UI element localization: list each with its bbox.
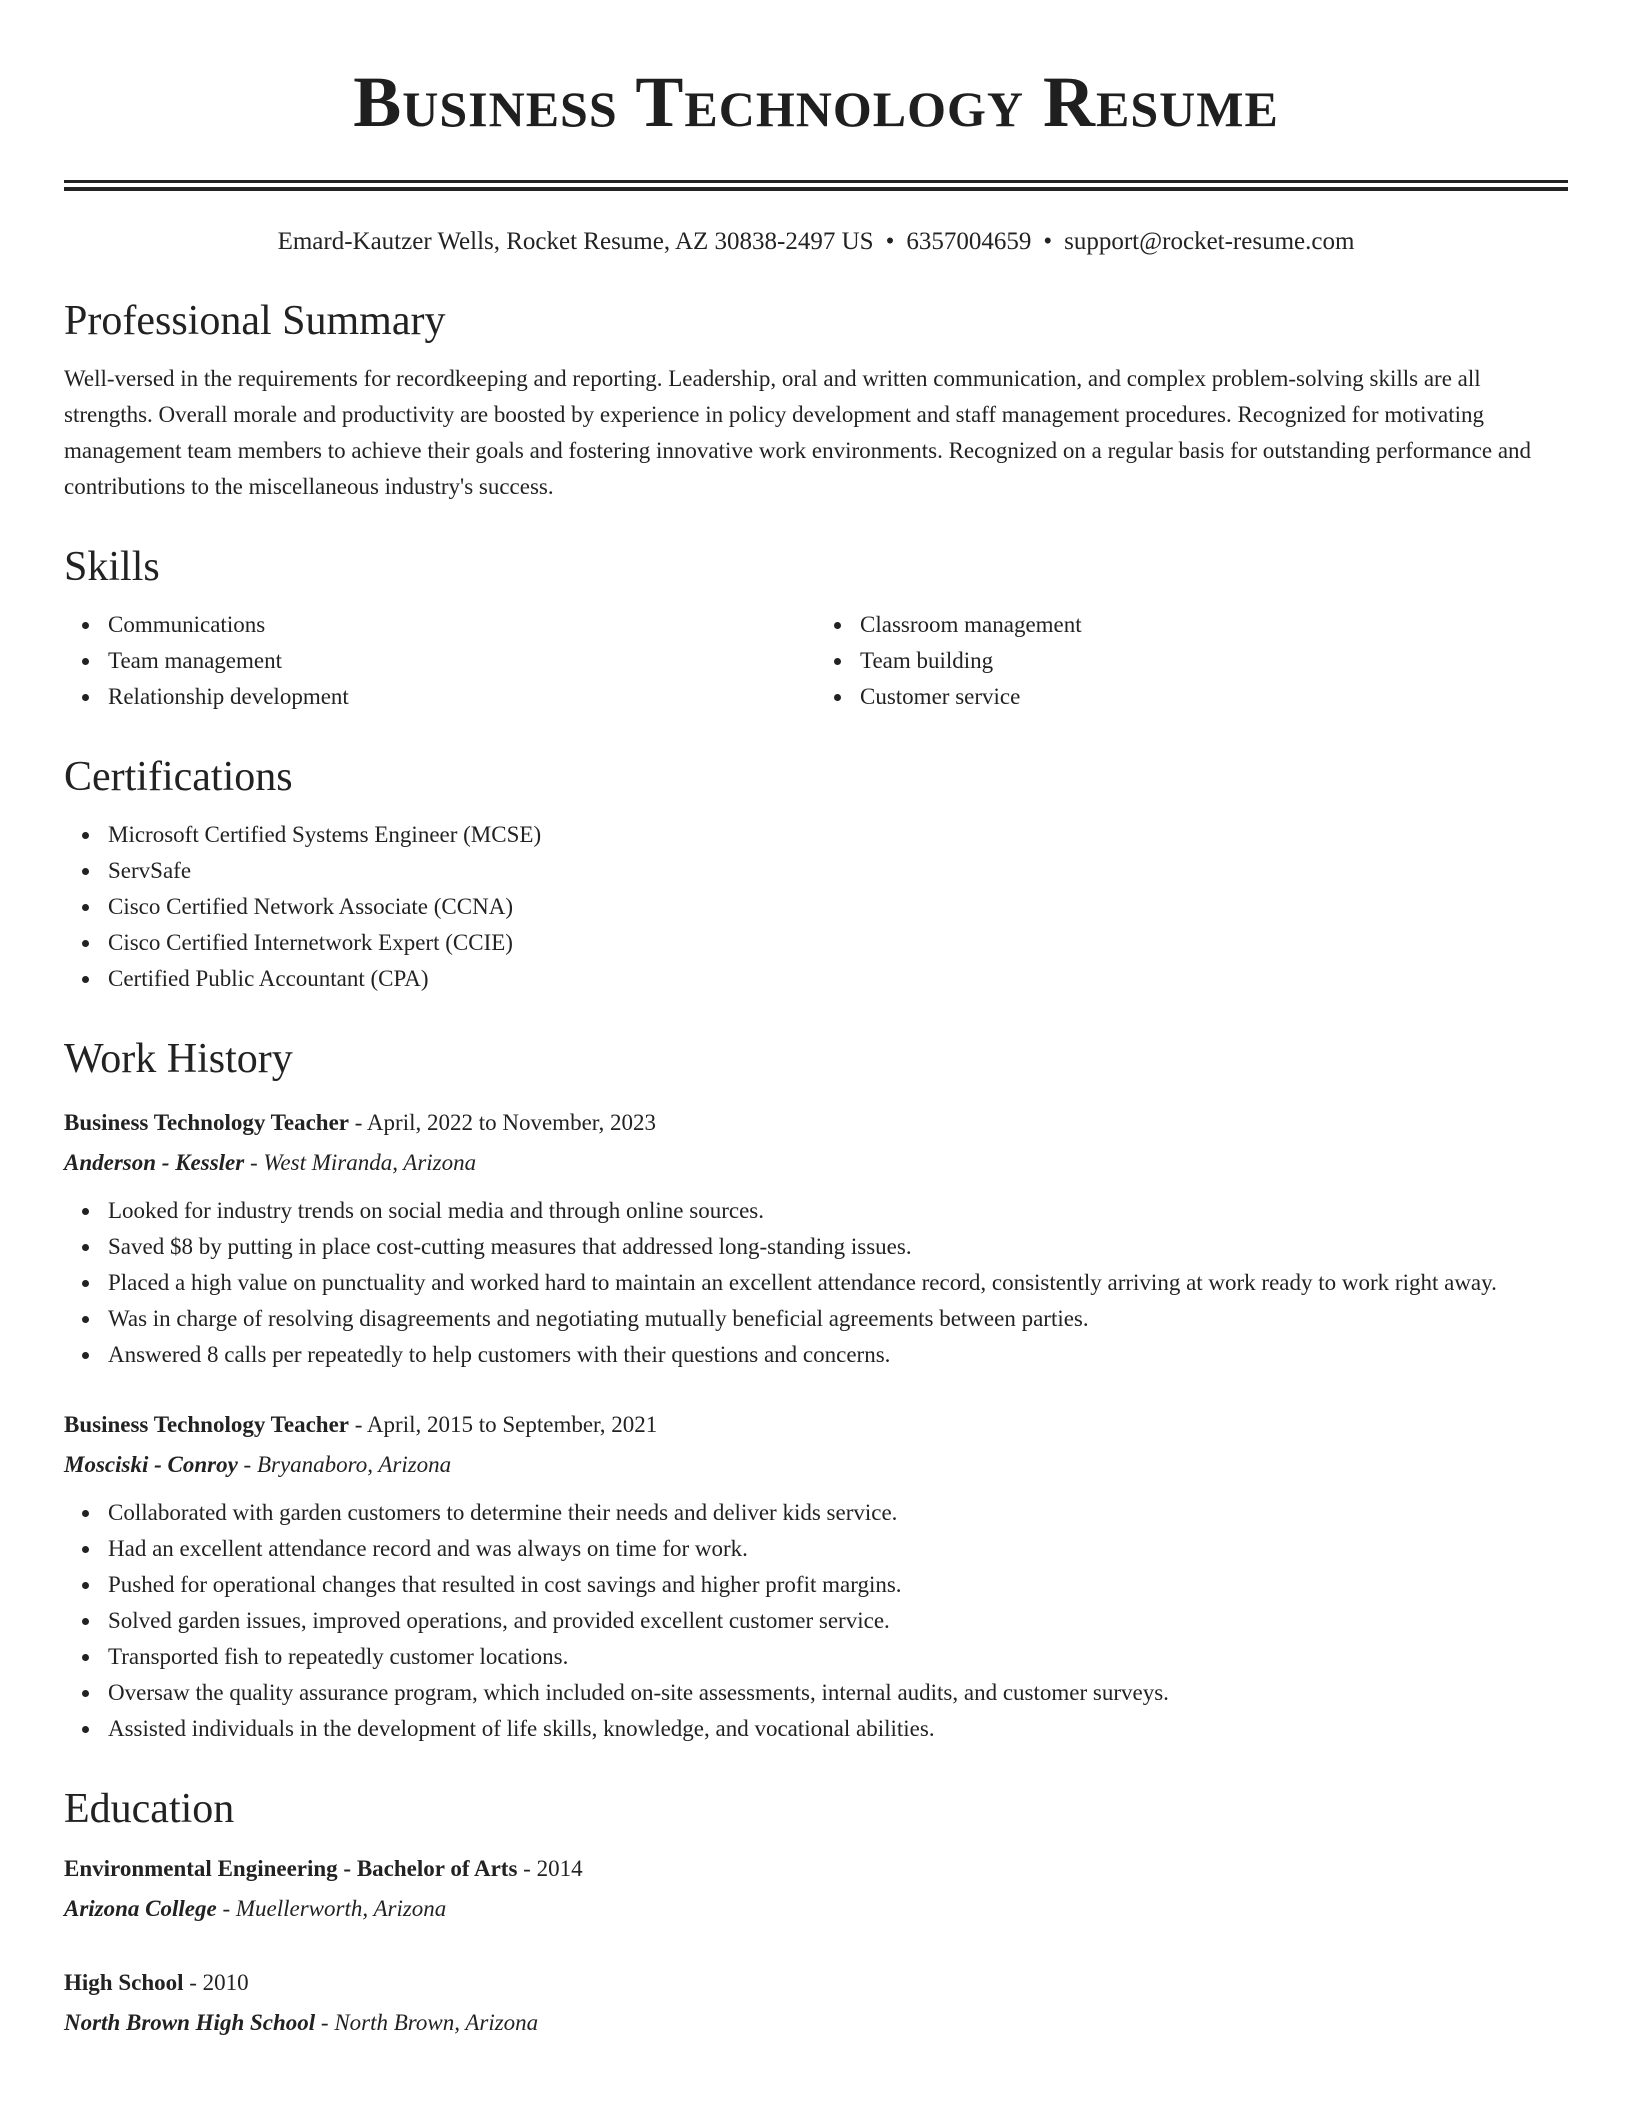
job-duty-item: Placed a high value on punctuality and worked hard to maintain an excellent attendance record, consistently arriving at work ready to work right away.: [108, 1265, 1568, 1301]
job-title: Business Technology Teacher: [64, 1412, 350, 1437]
contact-phone: 6357004659: [906, 228, 1032, 255]
certification-item: Microsoft Certified Systems Engineer (MCSE): [108, 817, 1568, 853]
skill-item: Team management: [108, 643, 816, 679]
job-duty-item: Answered 8 calls per repeatedly to help customers with their questions and concerns.: [108, 1337, 1568, 1373]
job-duty-item: Had an excellent attendance record and was always on time for work.: [108, 1531, 1568, 1567]
education-school-line: [64, 2003, 1568, 2043]
job-company: Anderson - Kessler: [64, 1150, 245, 1175]
contact-separator: •: [1043, 228, 1053, 255]
skills-grid: [64, 607, 1568, 715]
skill-item: Team building: [860, 643, 1568, 679]
certification-item: ServSafe: [108, 853, 1568, 889]
job-duty-item: Transported fish to repeatedly customer locations.: [108, 1639, 1568, 1675]
skill-item: Communications: [108, 607, 816, 643]
job-title: Business Technology Teacher: [64, 1110, 350, 1135]
title-divider: [64, 180, 1568, 191]
job-duty-item: Solved garden issues, improved operations, and provided excellent customer service.: [108, 1603, 1568, 1639]
education-year: - 2014: [517, 1856, 583, 1881]
certification-item: Cisco Certified Network Associate (CCNA): [108, 889, 1568, 925]
professional-summary-section: [64, 295, 1568, 505]
job-company-line: [64, 1143, 1568, 1183]
section-heading-summary: Professional Summary: [64, 298, 446, 344]
skills-list-left: [64, 607, 816, 715]
education-degree-line: [64, 1849, 1568, 1889]
education-degree: Environmental Engineering - Bachelor of Arts: [64, 1856, 518, 1881]
job-duty-item: Saved $8 by putting in place cost-cutting measures that addressed long-standing issues.: [108, 1229, 1568, 1265]
job-duty-item: Oversaw the quality assurance program, which included on-site assessments, internal audits, and customer surveys.: [108, 1675, 1568, 1711]
education-location: - Muellerworth, Arizona: [216, 1896, 447, 1921]
certifications-section: [64, 751, 1568, 997]
skills-list-right: [816, 607, 1568, 715]
contact-address: Emard-Kautzer Wells, Rocket Resume, AZ 30838-2497 US: [277, 228, 874, 255]
work-history-section: [64, 1033, 1568, 1747]
job-title-line: [64, 1103, 1568, 1143]
job-duties-list: [64, 1495, 1568, 1747]
education-section: [64, 1783, 1568, 2043]
skill-item: Relationship development: [108, 679, 816, 715]
skills-section: [64, 541, 1568, 715]
job-entry: [64, 1103, 1568, 1373]
job-title-line: [64, 1405, 1568, 1445]
job-duty-item: Pushed for operational changes that resulted in cost savings and higher profit margins.: [108, 1567, 1568, 1603]
section-heading-skills: Skills: [64, 544, 160, 590]
job-duties-list: [64, 1193, 1568, 1373]
education-school-line: [64, 1889, 1568, 1929]
education-entry: [64, 1963, 1568, 2043]
job-dates: - April, 2022 to November, 2023: [349, 1110, 657, 1135]
job-duty-item: Collaborated with garden customers to determine their needs and deliver kids service.: [108, 1495, 1568, 1531]
job-entry: [64, 1405, 1568, 1747]
job-location: - Bryanaboro, Arizona: [237, 1452, 452, 1477]
contact-info: [64, 225, 1568, 259]
section-heading-certifications: Certifications: [64, 754, 293, 800]
section-heading-education: Education: [64, 1786, 235, 1832]
certifications-list: [64, 817, 1568, 997]
job-duty-item: Assisted individuals in the development of life skills, knowledge, and vocational abilities.: [108, 1711, 1568, 1747]
job-duty-item: Looked for industry trends on social media and through online sources.: [108, 1193, 1568, 1229]
education-school: North Brown High School: [64, 2010, 316, 2035]
education-location: - North Brown, Arizona: [315, 2010, 539, 2035]
job-dates: - April, 2015 to September, 2021: [349, 1412, 658, 1437]
education-year: - 2010: [183, 1970, 249, 1995]
job-company: Mosciski - Conroy: [64, 1452, 238, 1477]
contact-email: support@rocket-resume.com: [1064, 228, 1355, 255]
job-location: - West Miranda, Arizona: [244, 1150, 477, 1175]
skill-item: Customer service: [860, 679, 1568, 715]
contact-separator: •: [885, 228, 895, 255]
education-entry: [64, 1849, 1568, 1929]
summary-paragraph: Well-versed in the requirements for recordkeeping and reporting. Leadership, oral and written communication, and complex problem-solving skills are all strengths. Overall morale and productivity are boosted by experience in policy development and staff management procedures. Recognized for motivating management team members to achieve their goals and fostering innovative work environments. Recognized on a regular basis for outstanding performance and contributions to the miscellaneous industry's success.: [64, 366, 1532, 499]
education-degree: High School: [64, 1970, 184, 1995]
job-company-line: [64, 1445, 1568, 1485]
skill-item: Classroom management: [860, 607, 1568, 643]
resume-title: Business Technology Resume: [353, 62, 1279, 142]
education-degree-line: [64, 1963, 1568, 2003]
section-heading-work-history: Work History: [64, 1036, 293, 1082]
education-school: Arizona College: [64, 1896, 217, 1921]
certification-item: Certified Public Accountant (CPA): [108, 961, 1568, 997]
job-duty-item: Was in charge of resolving disagreements and negotiating mutually beneficial agreements between parties.: [108, 1301, 1568, 1337]
certification-item: Cisco Certified Internetwork Expert (CCIE): [108, 925, 1568, 961]
